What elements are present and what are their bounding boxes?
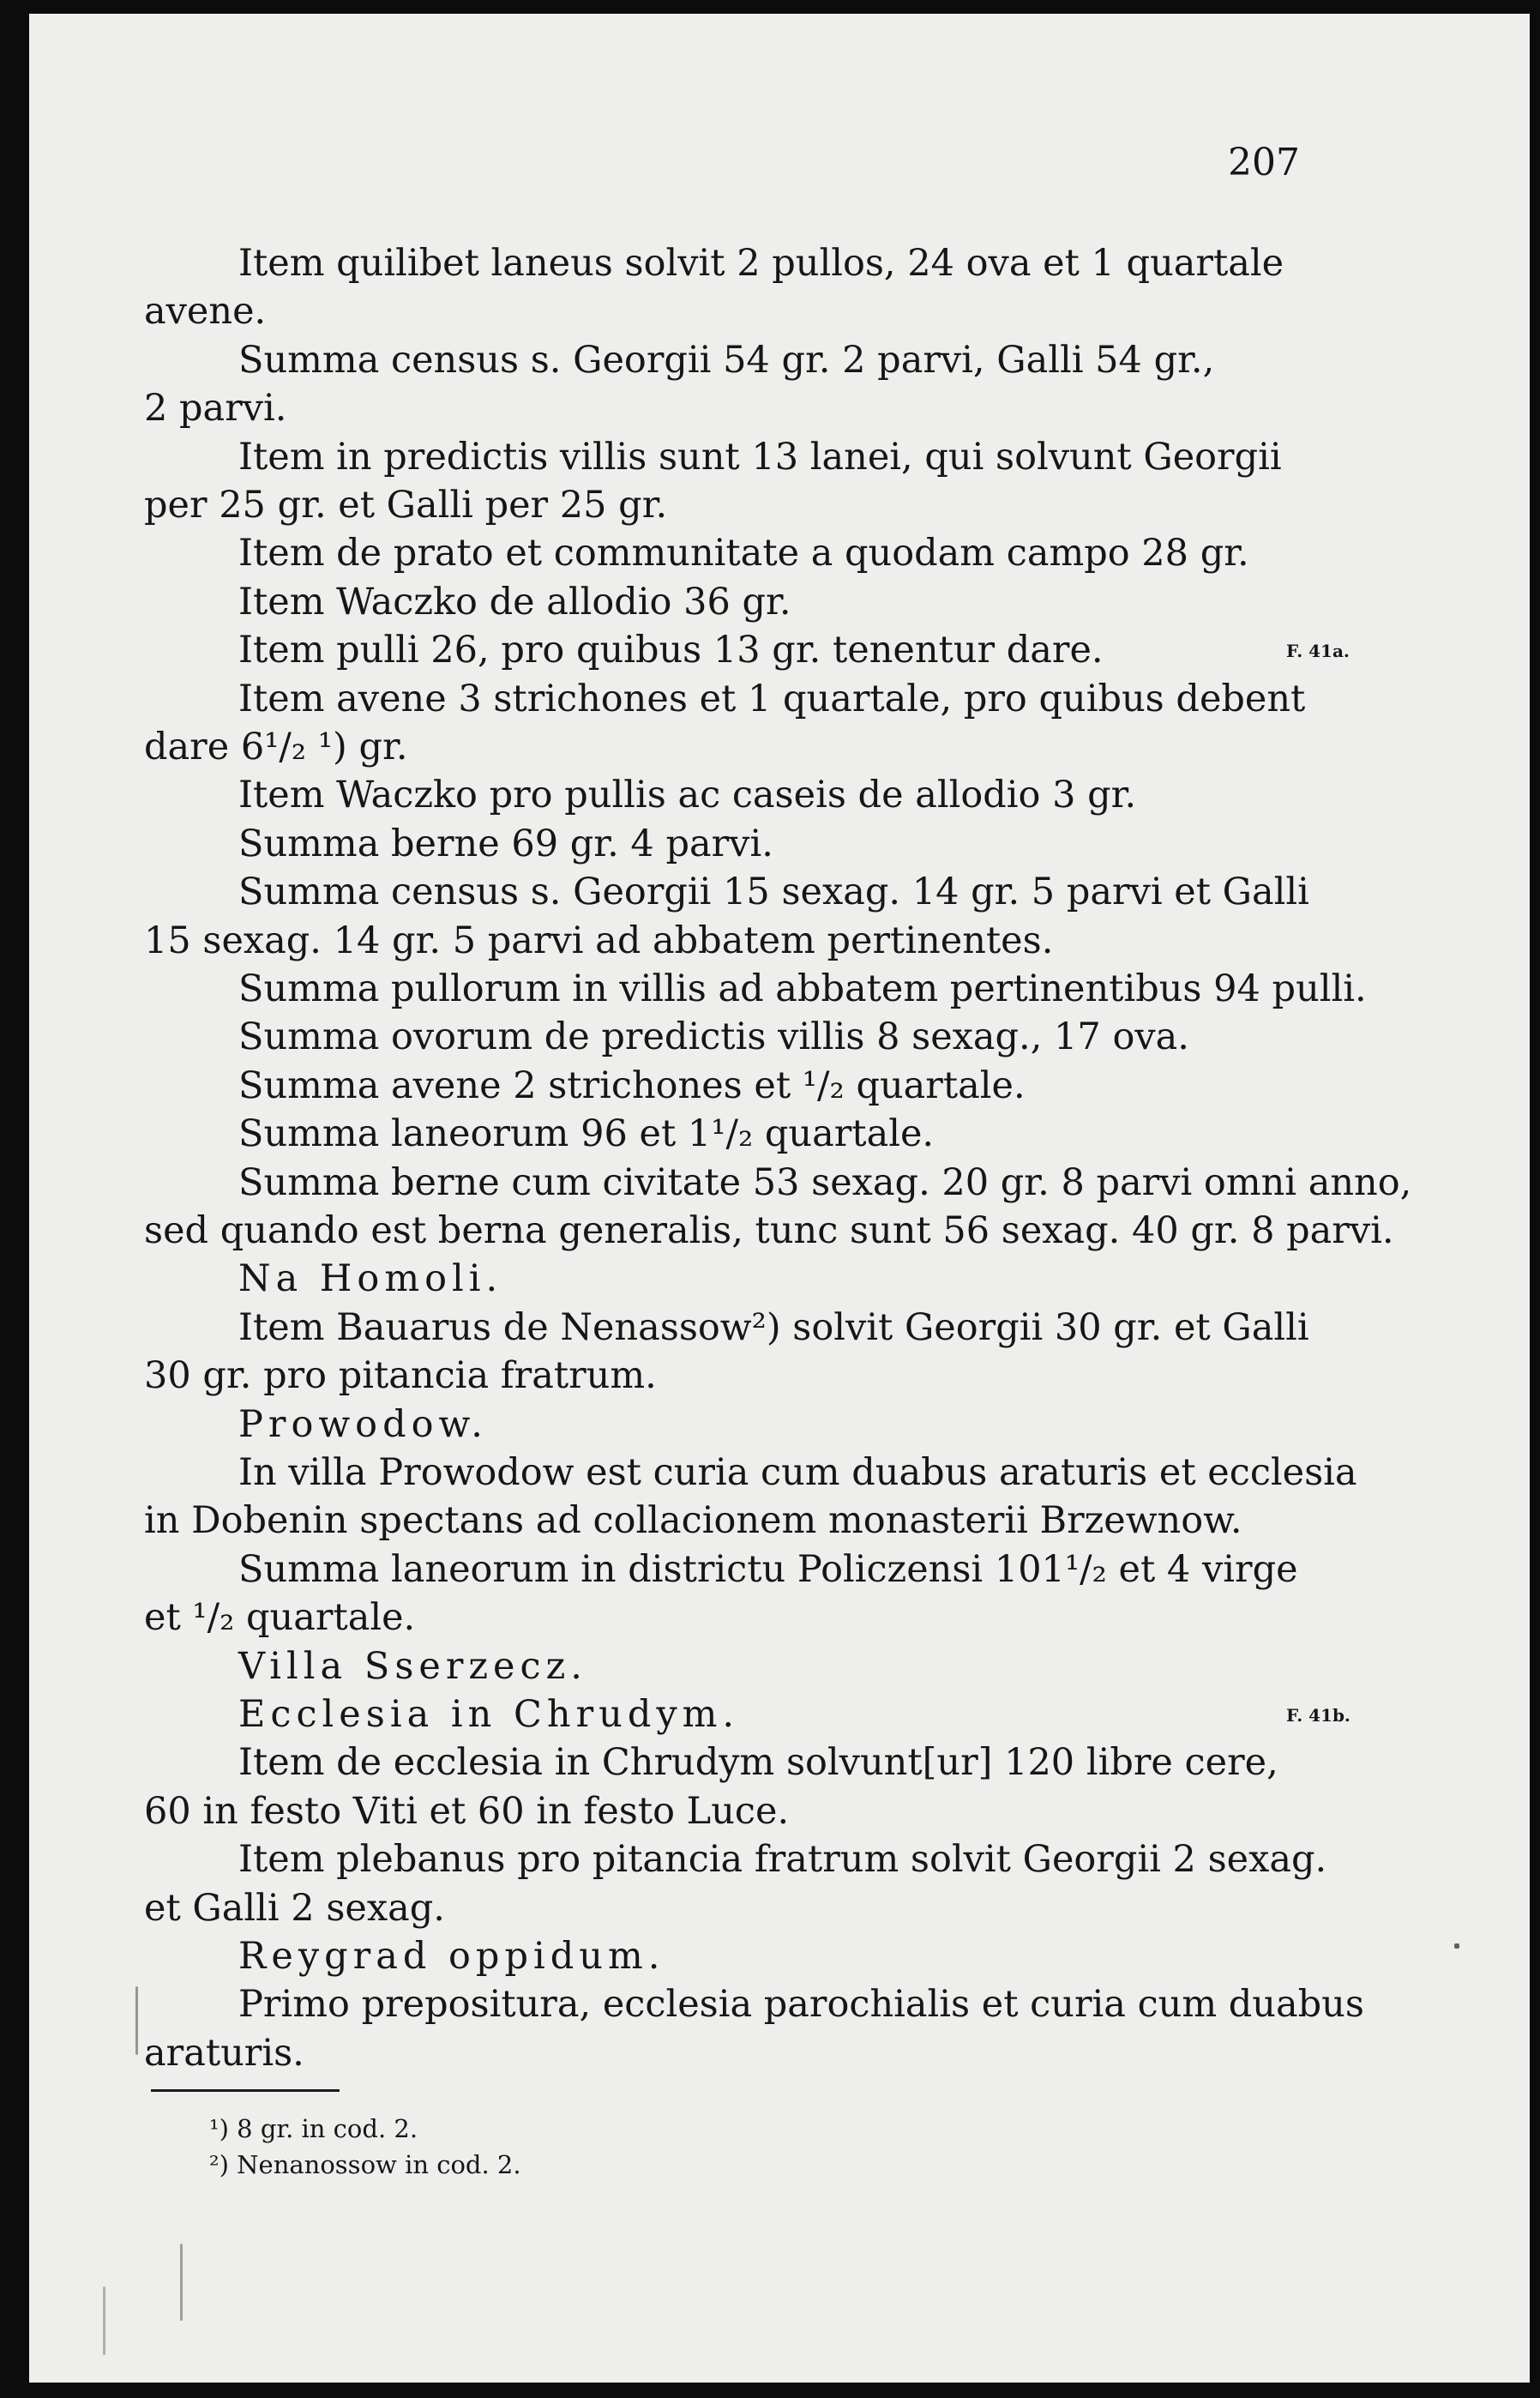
text-line: 2 parvi.: [144, 387, 287, 430]
text-line: Item Bauarus de Nenassow²) solvit Georgii 30 gr. et Galli: [238, 1306, 1309, 1349]
book-page: [29, 14, 1530, 2383]
text-line: Primo prepositura, ecclesia parochialis et curia cum duabus: [238, 1983, 1364, 2026]
footnote-1: ¹) 8 gr. in cod. 2.: [209, 2114, 418, 2143]
text-line: et ¹/₂ quartale.: [144, 1596, 416, 1639]
text-line: Summa berne cum civitate 53 sexag. 20 gr. 8 parvi omni anno,: [238, 1161, 1412, 1204]
scan-mark: [103, 2287, 105, 2355]
text-line: araturis.: [144, 2032, 304, 2075]
text-line: Summa census s. Georgii 54 gr. 2 parvi, Galli 54 gr.,: [238, 339, 1215, 382]
text-line: Item Waczko de allodio 36 gr.: [238, 581, 791, 624]
text-line: Summa census s. Georgii 15 sexag. 14 gr. 5 parvi et Galli: [238, 871, 1309, 913]
text-line: Item quilibet laneus solvit 2 pullos, 24 ova et 1 quartale: [238, 242, 1284, 285]
footnote-rule: [151, 2089, 340, 2092]
text-line: sed quando est berna generalis, tunc sunt 56 sexag. 40 gr. 8 parvi.: [144, 1209, 1394, 1252]
folio-margin-note: F. 41b.: [1286, 1705, 1351, 1726]
text-line: Summa ovorum de predictis villis 8 sexag., 17 ova.: [238, 1015, 1189, 1058]
scan-mark: [135, 1986, 138, 2055]
footnote-2: ²) Nenanossow in cod. 2.: [209, 2150, 521, 2179]
text-line: et Galli 2 sexag.: [144, 1887, 445, 1930]
scan-mark: [180, 2244, 183, 2321]
text-line: 60 in festo Viti et 60 in festo Luce.: [144, 1790, 790, 1833]
text-line: Summa laneorum in districtu Policzensi 101¹/₂ et 4 virge: [238, 1548, 1298, 1591]
text-line: Summa pullorum in villis ad abbatem pertinentibus 94 pulli.: [238, 967, 1367, 1010]
text-line: Item avene 3 strichones et 1 quartale, pro quibus debent: [238, 678, 1306, 720]
text-line: Summa avene 2 strichones et ¹/₂ quartale.: [238, 1064, 1026, 1107]
text-line: Summa berne 69 gr. 4 parvi.: [238, 822, 773, 865]
text-line: 15 sexag. 14 gr. 5 parvi ad abbatem pertinentes.: [144, 919, 1054, 962]
text-line: per 25 gr. et Galli per 25 gr.: [144, 484, 668, 527]
text-line: In villa Prowodow est curia cum duabus araturis et ecclesia: [238, 1451, 1357, 1494]
page-number: 207: [1228, 141, 1300, 184]
text-line: Item de prato et communitate a quodam campo 28 gr.: [238, 532, 1249, 575]
text-line: Ecclesia in Chrudym.: [238, 1693, 740, 1736]
text-line: Summa laneorum 96 et 1¹/₂ quartale.: [238, 1112, 935, 1155]
folio-margin-note: F. 41a.: [1286, 641, 1350, 661]
text-line: Item pulli 26, pro quibus 13 gr. tenentur dare.: [238, 629, 1104, 672]
text-line: Reygrad oppidum.: [238, 1935, 665, 1978]
text-line: Item in predictis villis sunt 13 lanei, qui solvunt Georgii: [238, 436, 1282, 479]
text-line: Prowodow.: [238, 1403, 488, 1446]
text-line: 30 gr. pro pitancia fratrum.: [144, 1354, 657, 1397]
text-line: Na Homoli.: [238, 1257, 503, 1300]
text-line: Item de ecclesia in Chrudym solvunt[ur] 120 libre cere,: [238, 1741, 1278, 1784]
text-line: avene.: [144, 290, 267, 333]
text-line: Villa Sserzecz.: [238, 1645, 587, 1688]
scan-mark: [1454, 1943, 1459, 1949]
text-line: Item Waczko pro pullis ac caseis de allodio 3 gr.: [238, 774, 1137, 816]
text-line: Item plebanus pro pitancia fratrum solvit Georgii 2 sexag.: [238, 1838, 1327, 1881]
text-line: dare 6¹/₂ ¹) gr.: [144, 726, 408, 768]
text-line: in Dobenin spectans ad collacionem monasterii Brzewnow.: [144, 1499, 1242, 1542]
